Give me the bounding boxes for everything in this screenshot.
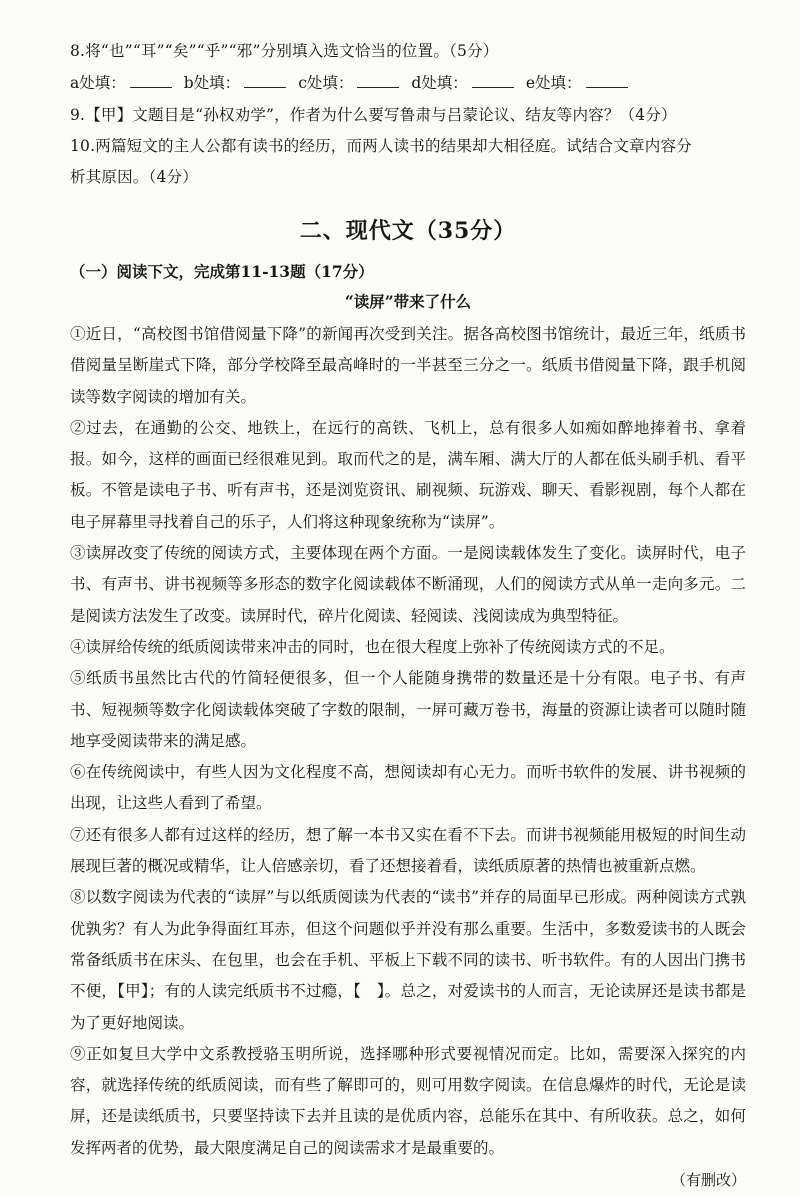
question-10-line-2: 析其原因。（4分）: [70, 168, 198, 186]
article-body: [70, 319, 746, 1164]
blank-c: c处填：: [298, 67, 399, 100]
paragraph: ①近日，“高校图书馆借阅量下降”的新闻再次受到关注。据各高校图书馆统计，最近三年，纸质书借阅量呈断崖式下降，部分学校降至最高峰时的一半甚至三分之一。纸质书借阅量下降，跟手机阅读等数字阅读的增加有关。: [70, 325, 746, 406]
paragraph: ②过去，在通勤的公交、地铁上，在远行的高铁、飞机上，总有很多人如痴如醉地捧着书、拿着报。如今，这样的画面已经很难见到。取而代之的是，满车厢、满大厅的人都在低头刷手机、看平板。不管是读电子书、听有声书，还是浏览资讯、刷视频、玩游戏、聊天、看影视剧，每个人都在电子屏幕里寻找着自己的乐子，人们将这种现象统称为“读屏”。: [70, 418, 746, 531]
blank-line: [357, 69, 399, 88]
blank-d: d处填：: [411, 67, 513, 100]
blank-line: [586, 69, 628, 88]
paragraph: ③读屏改变了传统的阅读方式，主要体现在两个方面。一是阅读载体发生了变化。读屏时代，电子书、有声书、讲书视频等多形态的数字化阅读载体不断涌现，人们的阅读方式从单一走向多元。二是阅读方法发生了改变。读屏时代，碎片化阅读、轻阅读、浅阅读成为典型特征。: [70, 544, 746, 625]
section-subtitle: （一）阅读下文，完成第11-13题（17分）: [70, 262, 374, 281]
blank-line: [130, 69, 172, 88]
answer-blanks-row: [70, 67, 746, 100]
paragraph: ⑦还有很多人都有过这样的经历，想了解一本书又实在看不下去。而讲书视频能用极短的时间生动展现巨著的概况或精华，让人倍感亲切，看了还想接着看，读纸质原著的热情也被重新点燃。: [70, 825, 746, 876]
blank-a: a处填：: [70, 67, 172, 100]
paragraph: ⑧以数字阅读为代表的“读屏”与以纸质阅读为代表的“读书”并存的局面早已形成。两种阅读方式孰优孰劣？有人为此争得面红耳赤，但这个问题似乎并没有那么重要。生活中，多数爱读书的人既会常备纸质书在床头、在包里，也会在手机、平板上下载不同的读书、听书软件。有的人因出门携书不便，【甲】；有的人读完纸质书不过瘾，【 】。总之，对爱读书的人而言，无论读屏还是读书都是为了更好地阅读。: [70, 888, 746, 1032]
section-title: 二、现代文（35分）: [299, 218, 517, 244]
question-10-line-1: 10.两篇短文的主人公都有读书的经历，而两人读书的结果却大相径庭。试结合文章内容分: [70, 137, 692, 155]
blank-line: [472, 69, 514, 88]
blank-e: e处填：: [526, 67, 628, 100]
article-title: “读屏”带来了什么: [344, 292, 472, 311]
question-8: 8.将“也”“耳”“矣”“乎”“邪”分别填入选文恰当的位置。（5分）: [70, 42, 499, 60]
blank-b: b处填：: [184, 67, 286, 100]
question-9: 9.【甲】文题目是“孙权劝学”，作者为什么要写鲁肃与吕蒙论议、结友等内容？（4分）: [70, 106, 677, 124]
paragraph: ⑤纸质书虽然比古代的竹简轻便很多，但一个人能随身携带的数量还是十分有限。电子书、有声书、短视频等数字化阅读载体突破了字数的限制，一屏可藏万卷书，海量的资源让读者可以随时随地享受阅读带来的满足感。: [70, 669, 746, 750]
paragraph: ⑨正如复旦大学中文系教授骆玉明所说，选择哪种形式要视情况而定。比如，需要深入探究的内容，就选择传统的纸质阅读，而有些了解即可的，则可用数字阅读。在信息爆炸的时代，无论是读屏，还是读纸质书，只要坚持读下去并且读的是优质内容，总能乐在其中、有所收获。总之，如何发挥两者的优势，最大限度满足自己的阅读需求才是最重要的。: [70, 1044, 746, 1157]
paragraph: ⑥在传统阅读中，有些人因为文化程度不高，想阅读却有心无力。而听书软件的发展、讲书视频的出现，让这些人看到了希望。: [70, 763, 746, 813]
paragraph: ④读屏给传统的纸质阅读带来冲击的同时，也在很大程度上弥补了传统阅读方式的不足。: [70, 637, 675, 656]
blank-line: [244, 69, 286, 88]
source-note: （有删改）: [670, 1171, 746, 1190]
